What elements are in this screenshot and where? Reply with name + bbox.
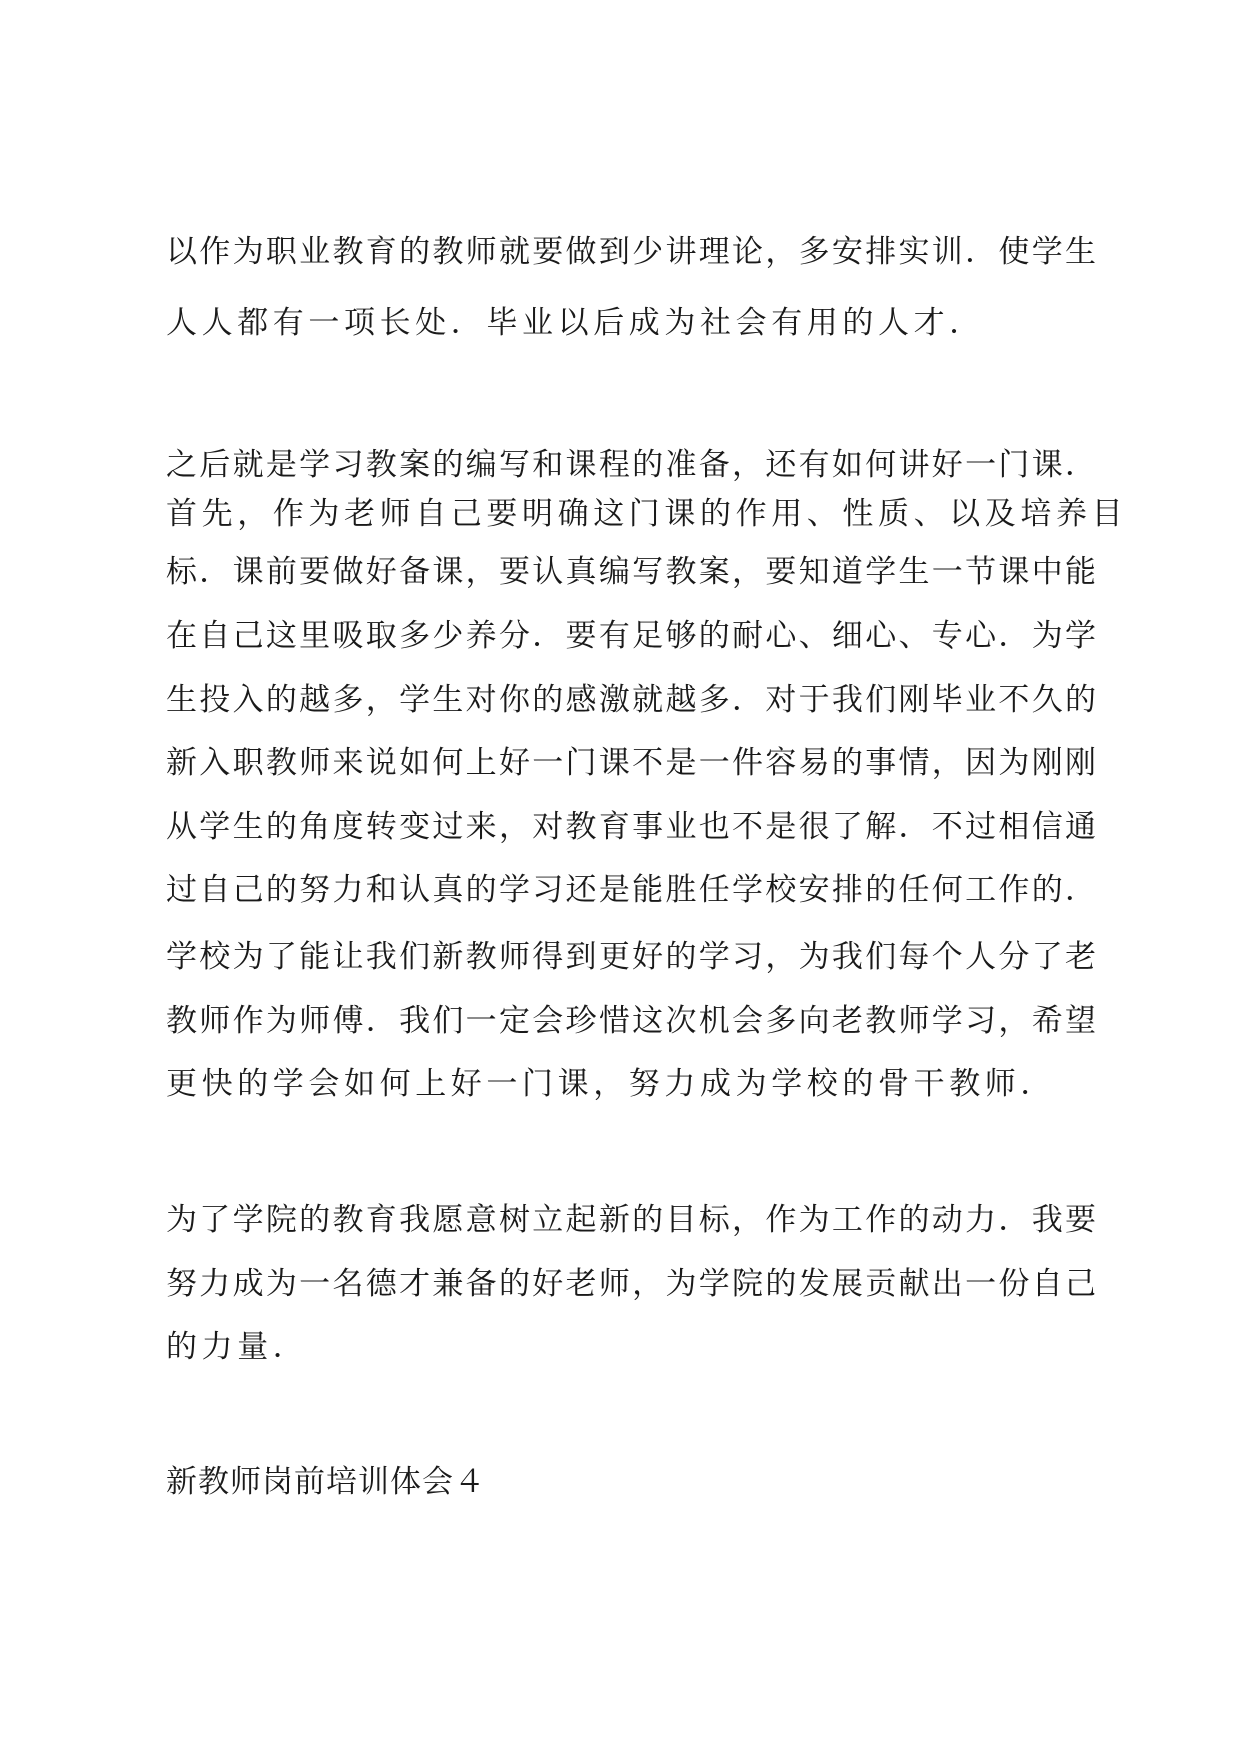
paragraph-2-line-9: 学校为了能让我们新教师得到更好的学习，为我们每个人分了老 xyxy=(166,939,1096,975)
paragraph-2-line-11: 更快的学会如何上好一门课，努力成为学校的骨干教师． xyxy=(166,1066,1056,1102)
paragraph-2-line-4: 在自己这里吸取多少养分．要有足够的耐心、细心、专心．为学 xyxy=(166,618,1096,654)
paragraph-1-line-1: 以作为职业教育的教师就要做到少讲理论，多安排实训．使学生 xyxy=(166,234,1096,270)
paragraph-2-line-6: 新入职教师来说如何上好一门课不是一件容易的事情，因为刚刚 xyxy=(166,745,1096,781)
paragraph-2-line-5: 生投入的越多，学生对你的感激就越多．对于我们刚毕业不久的 xyxy=(166,682,1096,718)
paragraph-3-line-3: 的力量． xyxy=(166,1329,309,1365)
paragraph-2-line-2: 首先，作为老师自己要明确这门课的作用、性质、以及培养目 xyxy=(166,496,1128,532)
section-heading: 新教师岗前培训体会４ xyxy=(166,1464,486,1500)
paragraph-2-line-3: 标．课前要做好备课，要认真编写教案，要知道学生一节课中能 xyxy=(166,554,1096,590)
paragraph-3-line-1: 为了学院的教育我愿意树立起新的目标，作为工作的动力．我要 xyxy=(166,1202,1096,1238)
paragraph-3-line-2: 努力成为一名德才兼备的好老师，为学院的发展贡献出一份自己 xyxy=(166,1266,1096,1302)
paragraph-2-line-8: 过自己的努力和认真的学习还是能胜任学校安排的任何工作的． xyxy=(166,872,1096,908)
paragraph-2-line-10: 教师作为师傅．我们一定会珍惜这次机会多向老教师学习，希望 xyxy=(166,1003,1096,1039)
paragraph-1-line-2: 人人都有一项长处．毕业以后成为社会有用的人才． xyxy=(166,305,985,341)
paragraph-2-line-7: 从学生的角度转变过来，对教育事业也不是很了解．不过相信通 xyxy=(166,809,1096,845)
paragraph-2-line-1: 之后就是学习教案的编写和课程的准备，还有如何讲好一门课． xyxy=(166,447,1096,483)
